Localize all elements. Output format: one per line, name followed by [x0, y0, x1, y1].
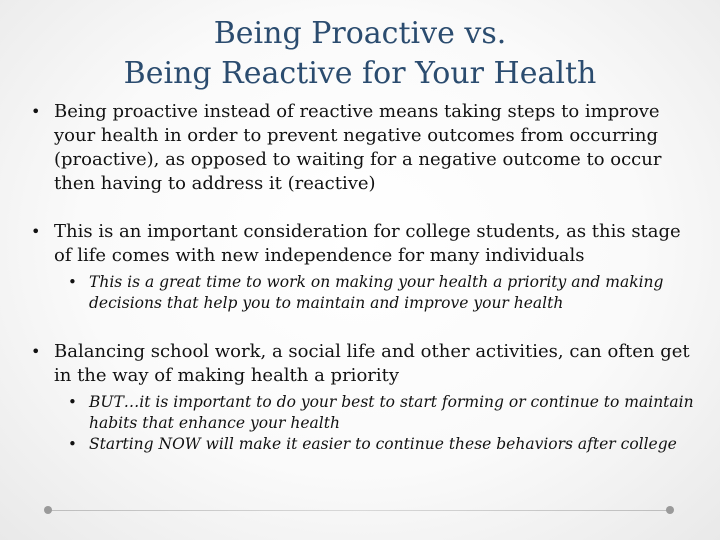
footer-right-dot-icon — [666, 506, 674, 514]
bullet-2-sub-1-text: This is a great time to work on making your health a priority and making decisions that help you to maintain and improve your health — [89, 273, 664, 312]
slide-body — [28, 100, 700, 455]
slide-title — [0, 14, 720, 94]
bullet-3 — [28, 340, 700, 388]
bullet-3-sub-2 — [28, 434, 700, 455]
slide-title-line-1: Being Proactive vs. — [213, 16, 507, 51]
footer-divider-line — [48, 510, 670, 511]
bullet-dot-icon: • — [31, 342, 41, 361]
bullet-dot-icon: • — [31, 222, 41, 241]
bullet-2 — [28, 220, 700, 268]
bullet-dot-icon: • — [31, 102, 41, 121]
slide-title-line-2: Being Reactive for Your Health — [123, 56, 597, 91]
bullet-2-sub-1 — [28, 272, 700, 314]
sub-bullet-dot-icon: • — [68, 393, 77, 411]
bullet-2-text: This is an important consideration for college students, as this stage of life comes with new independence for many individuals — [54, 221, 681, 266]
bullet-3-sub-1 — [28, 392, 700, 434]
sub-bullet-dot-icon: • — [68, 435, 77, 453]
footer-left-dot-icon — [44, 506, 52, 514]
bullet-1-text: Being proactive instead of reactive means taking steps to improve your health in order to prevent negative outcomes from occurring (proactive), as opposed to waiting for a negative outcome to occur then having to address it (reactive) — [54, 101, 662, 194]
bullet-3-sub-2-text: Starting NOW will make it easier to continue these behaviors after college — [89, 435, 677, 453]
bullet-3-text: Balancing school work, a social life and other activities, can often get in the way of making health a priority — [54, 341, 690, 386]
bullet-3-sub-1-text: BUT…it is important to do your best to start forming or continue to maintain habits that enhance your health — [89, 393, 694, 432]
sub-bullet-dot-icon: • — [68, 273, 77, 291]
bullet-1 — [28, 100, 700, 196]
